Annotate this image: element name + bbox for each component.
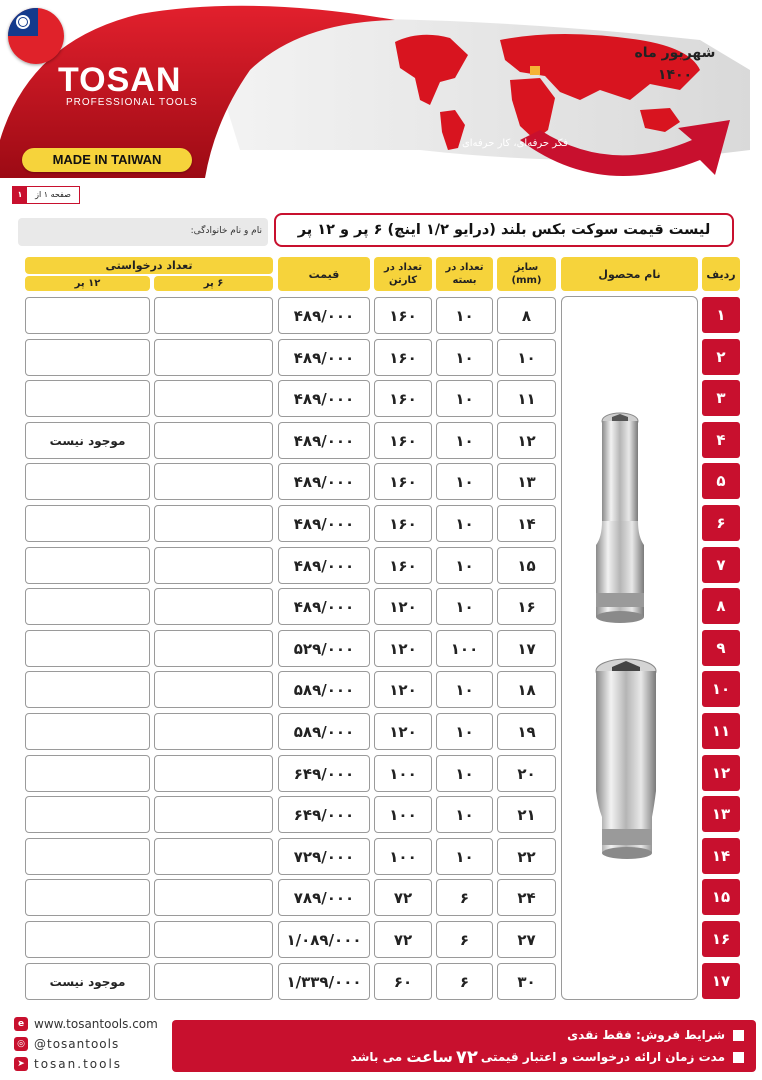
cell-price: ۴۸۹/۰۰۰ [278,380,370,417]
header-per-pack: تعداد در بسته [436,257,493,291]
input-six-point[interactable] [154,755,273,792]
header-price: قیمت [278,257,370,291]
cell-size: ۱۹ [497,713,556,750]
cell-per-carton: ۱۶۰ [374,297,432,334]
socket-small-icon [596,413,644,623]
cell-per-carton: ۱۲۰ [374,630,432,667]
instagram-text: @tosantools [34,1037,120,1051]
slogan: فکر حرفه‌ای، کار حرفه‌ای [461,138,569,149]
row-number: ۱۵ [702,879,740,915]
row-number: ۱۱ [702,713,740,749]
cell-per-carton: ۱۶۰ [374,463,432,500]
page-number: ۱ [13,187,27,203]
row-number: ۳ [702,380,740,416]
cell-price: ۴۸۹/۰۰۰ [278,547,370,584]
header [0,0,762,205]
input-twelve-point[interactable] [25,588,150,625]
header-requested: تعداد درخواستی [25,257,273,274]
input-six-point[interactable] [154,713,273,750]
row-number: ۱۲ [702,755,740,791]
input-twelve-point[interactable] [25,713,150,750]
input-six-point[interactable] [154,297,273,334]
validity-pre: مدت زمان ارائه درخواست و اعتبار قیمتی [480,1050,725,1064]
input-twelve-point[interactable] [25,339,150,376]
input-twelve-point[interactable] [25,297,150,334]
cell-price: ۴۸۹/۰۰۰ [278,463,370,500]
taiwan-flag-icon [8,8,64,64]
row-number: ۱۷ [702,963,740,999]
website-link[interactable] [14,1014,174,1034]
cell-price: ۴۸۹/۰۰۰ [278,297,370,334]
input-twelve-point[interactable]: موجود نیست [25,963,150,1000]
cell-price: ۵۸۹/۰۰۰ [278,713,370,750]
header-six-point: ۶ پر [154,276,273,291]
input-six-point[interactable] [154,838,273,875]
cell-price: ۶۴۹/۰۰۰ [278,796,370,833]
cell-size: ۲۴ [497,879,556,916]
row-number: ۷ [702,547,740,583]
validity-unit: ساعت [406,1048,453,1066]
row-number: ۱۶ [702,921,740,957]
validity-post: می باشد [350,1050,403,1064]
cell-price: ۴۸۹/۰۰۰ [278,588,370,625]
cell-price: ۷۸۹/۰۰۰ [278,879,370,916]
input-six-point[interactable] [154,505,273,542]
row-number: ۴ [702,422,740,458]
cell-size: ۲۱ [497,796,556,833]
telegram-text: tosan.tools [34,1057,123,1071]
cell-price: ۵۸۹/۰۰۰ [278,671,370,708]
price-list-date [600,42,750,86]
input-six-point[interactable] [154,921,273,958]
input-twelve-point[interactable] [25,796,150,833]
header-twelve-point: ۱۲ پر [25,276,150,291]
header-product-name: نام محصول [561,257,698,291]
cell-per-pack: ۱۰ [436,463,493,500]
input-six-point[interactable] [154,463,273,500]
input-six-point[interactable] [154,796,273,833]
brand-subtitle: PROFESSIONAL TOOLS [66,97,198,108]
cell-per-carton: ۶۰ [374,963,432,1000]
input-twelve-point[interactable]: موجود نیست [25,422,150,459]
input-twelve-point[interactable] [25,921,150,958]
row-number: ۱۳ [702,796,740,832]
cell-per-pack: ۶ [436,963,493,1000]
cell-per-pack: ۱۰ [436,339,493,376]
input-twelve-point[interactable] [25,755,150,792]
telegram-icon: ➤ [14,1057,28,1071]
cell-size: ۱۸ [497,671,556,708]
cell-per-carton: ۱۲۰ [374,713,432,750]
cell-size: ۸ [497,297,556,334]
cell-price: ۶۴۹/۰۰۰ [278,755,370,792]
input-six-point[interactable] [154,339,273,376]
cell-price: ۴۸۹/۰۰۰ [278,505,370,542]
input-six-point[interactable] [154,879,273,916]
cell-size: ۲۲ [497,838,556,875]
row-number: ۶ [702,505,740,541]
cell-per-pack: ۱۰ [436,547,493,584]
checkbox-icon [733,1030,744,1041]
input-twelve-point[interactable] [25,838,150,875]
checkbox-icon [733,1052,744,1063]
input-six-point[interactable] [154,380,273,417]
cell-per-pack: ۱۰ [436,713,493,750]
cell-per-carton: ۷۲ [374,879,432,916]
contact-info [14,1014,174,1074]
customer-name-field[interactable] [18,218,268,246]
sales-terms [172,1020,756,1072]
validity-number: ۷۲ [455,1046,478,1068]
cell-size: ۱۷ [497,630,556,667]
cell-size: ۱۶ [497,588,556,625]
cell-per-carton: ۱۰۰ [374,838,432,875]
page-label: صفحه ۱ از [35,190,71,199]
row-number: ۹ [702,630,740,666]
cell-size: ۲۰ [497,755,556,792]
row-number: ۱۰ [702,671,740,707]
cell-per-pack: ۱۰ [436,380,493,417]
cell-price: ۷۲۹/۰۰۰ [278,838,370,875]
website-text: www.tosantools.com [34,1017,158,1031]
row-number: ۸ [702,588,740,624]
cell-per-carton: ۷۲ [374,921,432,958]
cell-per-carton: ۱۰۰ [374,755,432,792]
web-icon: e [14,1017,28,1031]
instagram-link[interactable] [14,1034,174,1054]
cell-price: ۵۲۹/۰۰۰ [278,630,370,667]
cell-per-pack: ۱۰ [436,755,493,792]
cell-size: ۲۷ [497,921,556,958]
brand-name: TOSAN [58,61,182,99]
cell-size: ۱۱ [497,380,556,417]
input-twelve-point[interactable] [25,630,150,667]
input-six-point[interactable] [154,630,273,667]
input-six-point[interactable] [154,963,273,1000]
cell-per-carton: ۱۶۰ [374,505,432,542]
cell-per-pack: ۱۰ [436,505,493,542]
input-twelve-point[interactable] [25,879,150,916]
cell-size: ۱۲ [497,422,556,459]
cell-per-carton: ۱۶۰ [374,380,432,417]
customer-name-label: نام و نام خانوادگی: [190,226,262,236]
year-label: ۱۴۰۰ [657,67,693,83]
cell-per-carton: ۱۲۰ [374,671,432,708]
cell-per-pack: ۶ [436,879,493,916]
cell-per-pack: ۱۰۰ [436,630,493,667]
input-six-point[interactable] [154,671,273,708]
validity-terms [184,1046,744,1068]
cell-price: ۱/۳۳۹/۰۰۰ [278,963,370,1000]
cell-per-pack: ۶ [436,921,493,958]
page-title: لیست قیمت سوکت بکس بلند (درایو ۱/۲ اینچ) ۶ پر و ۱۲ پر [274,213,734,247]
input-twelve-point[interactable] [25,671,150,708]
row-number: ۲ [702,339,740,375]
payment-terms [184,1024,744,1046]
header-size: سایز (mm) [497,257,556,291]
telegram-link[interactable] [14,1054,174,1074]
terms-value: فقط نقدی [567,1028,632,1042]
cell-size: ۱۳ [497,463,556,500]
cell-per-carton: ۱۰۰ [374,796,432,833]
cell-per-carton: ۱۲۰ [374,588,432,625]
header-row-number: ردیف [702,257,740,291]
brand-logo [58,62,238,108]
row-number: ۱۴ [702,838,740,874]
cell-price: ۴۸۹/۰۰۰ [278,339,370,376]
cell-per-pack: ۱۰ [436,796,493,833]
cell-per-carton: ۱۶۰ [374,422,432,459]
cell-price: ۱/۰۸۹/۰۰۰ [278,921,370,958]
cell-per-pack: ۱۰ [436,297,493,334]
input-twelve-point[interactable] [25,547,150,584]
cell-per-pack: ۱۰ [436,422,493,459]
made-in-badge: MADE IN TAIWAN [22,148,192,172]
product-image [561,296,698,1000]
cell-per-pack: ۱۰ [436,588,493,625]
input-twelve-point[interactable] [25,380,150,417]
cell-size: ۱۵ [497,547,556,584]
row-number: ۱ [702,297,740,333]
cell-per-carton: ۱۶۰ [374,547,432,584]
instagram-icon: ◎ [14,1037,28,1051]
cell-per-carton: ۱۶۰ [374,339,432,376]
cell-per-pack: ۱۰ [436,838,493,875]
input-twelve-point[interactable] [25,463,150,500]
input-six-point[interactable] [154,547,273,584]
cell-size: ۱۴ [497,505,556,542]
cell-size: ۳۰ [497,963,556,1000]
cell-per-pack: ۱۰ [436,671,493,708]
terms-label: شرایط فروش: [635,1028,725,1042]
cell-size: ۱۰ [497,339,556,376]
page-indicator [12,186,80,204]
row-number: ۵ [702,463,740,499]
input-twelve-point[interactable] [25,505,150,542]
month-label: شهریور ماه [634,45,716,61]
input-six-point[interactable] [154,588,273,625]
header-per-carton: تعداد در کارتن [374,257,432,291]
socket-large-icon [596,659,656,859]
input-six-point[interactable] [154,422,273,459]
cell-price: ۴۸۹/۰۰۰ [278,422,370,459]
